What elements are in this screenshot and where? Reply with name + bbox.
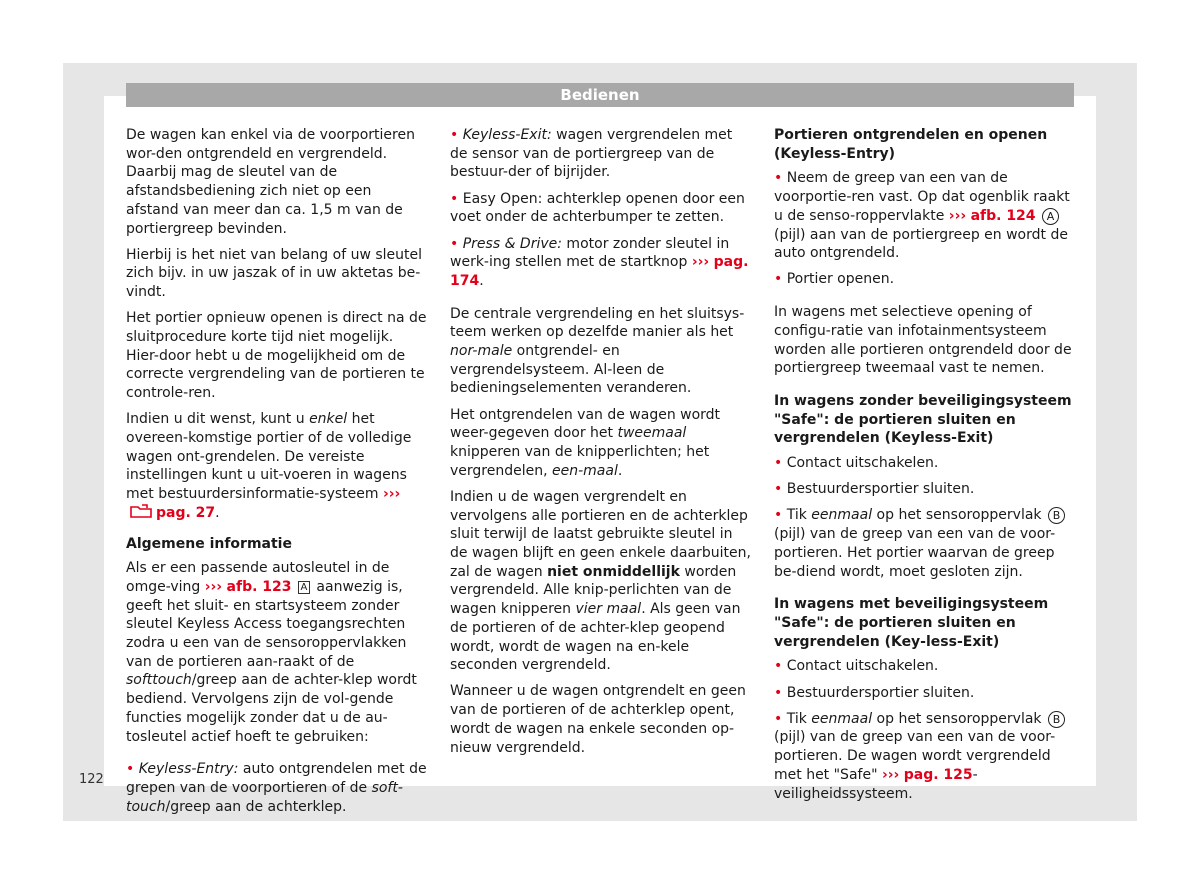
paragraph: De wagen kan enkel via de voorportieren wor-den ontgrendeld en vergrendeld. Daarbij mag de sleutel van de afstandsbediening zich niet op een afstand van meer dan ca. 1,5 m van de portiergreep bevinden. [126,127,415,237]
text: Het ontgrendelen van de wagen wordt weer-gegeven door het [450,406,721,442]
text: op het sensoroppervlak [872,507,1042,524]
text: (pijl) aan van de portiergreep en wordt de auto ontgrendeld. [774,226,1068,262]
text: op het sensoroppervlak [872,710,1042,727]
emphasis: eenmaal [811,507,873,524]
bullet-item [774,657,1074,676]
bullet-icon: • [450,190,459,207]
marker-circle: A [1042,208,1059,225]
emphasis: enkel [309,411,348,428]
emphasis: eenmaal [811,710,873,727]
text: het overeen-komstige portier of de volledige wagen ont-grendelen. De vereiste instellingen kunt u uit-voeren in wagens met bestuurdersinformatie-systeem [126,411,412,503]
subheading: In wagens met beveiligingsysteem "Safe": de portieren sluiten en vergrendelen (Key-less-Exit) [774,596,1049,650]
bullet-item [774,454,1074,473]
text: motor zonder sleutel in werk-ing stellen met de startknop [450,235,730,271]
text: Portier openen. [786,271,895,288]
bullet-icon: • [774,684,783,701]
subheading: In wagens zonder beveiligingsysteem "Safe": de portieren sluiten en vergrendelen (Keyless-Exit) [774,392,1072,447]
figure-badge: A [298,581,310,594]
text: Contact uitschakelen. [786,455,939,472]
bullet-icon: • [450,127,459,143]
text: Bestuurdersportier sluiten. [786,481,975,498]
paragraph: Het portier opnieuw openen is direct na de sluitprocedure korte tijd niet mogelijk. Hier-door hebt u de mogelijkheid om de correcte vergrendeling van de portieren te controle-ren. [126,310,427,402]
text: Contact uitschakelen. [786,658,939,675]
marker-circle: B [1048,507,1065,524]
bullet-icon: • [450,235,459,252]
text: aanwezig is, geeft het sluit- en startsysteem zonder sleutel Keyless Access toegangsrechten zodra u een van de sensoroppervlakken van de portieren aan-raakt of de [126,578,407,670]
text: De centrale vergrendeling en het sluitsys-teem werken op dezelfde manier als het [450,305,745,341]
ref-arrow: ››› [881,766,900,783]
ref-arrow: ››› [382,486,401,503]
paragraph [126,559,428,746]
bullet-item [774,684,1074,703]
text: -veiligheidssysteem. [774,766,978,802]
bullet-item [774,480,1074,499]
page-link[interactable]: pag. 174 [450,254,749,289]
text: wagen vergrendelen met de sensor van de portiergreep van de bestuur-der of bijrijder. [450,127,733,181]
strong-text: niet onmiddellijk [547,563,680,580]
text: Easy Open: achterklep openen door een voet onder de achterbumper te zetten. [450,190,745,226]
page-number: 122 [79,772,104,787]
text: Indien u dit wenst, kunt u [126,411,310,428]
figure-link[interactable]: afb. 123 [226,578,292,595]
text: auto ontgrendelen met de grepen van de voorportieren of de [126,761,427,796]
text: . [215,504,220,521]
text: /greep aan de achter-klep wordt bediend. Vervolgens zijn de vol-gende functies mogelijk zonder dat u de au-tosleutel actief hoeft te gebruiken: [126,672,417,745]
figure-link[interactable]: afb. 124 [970,207,1036,224]
bullet-icon: • [774,507,783,524]
paragraph: Wanneer u de wagen ontgrendelt en geen van de portieren of de achterklep opent, wordt de wagen na enkele seconden op-nieuw vergrendeld. [450,683,746,756]
emphasis: een-maal [552,462,618,479]
emphasis: nor-male [450,343,513,360]
bullet-icon: • [774,658,783,675]
section-header: Bedienen [126,83,1074,107]
text: Indien u de wagen vergrendelt en vervolgens alle portieren en de achterklep sluit terwijl de laatst gebruikte sleutel in de wagen blijft en geen enkele daarbuiten, zal de wagen [450,488,751,580]
text: (pijl) van de greep van een van de voor-portieren. De wagen wordt vergrendeld met het "Safe" [774,729,1056,783]
page-link[interactable]: pag. 27 [156,504,216,521]
subheading: Algemene informatie [126,535,292,552]
marker-circle: B [1048,711,1065,728]
text: worden vergrendeld. Alle knip-perlichten van de wagen knipperen [450,563,737,618]
text: Als er een passende autosleutel in de omge-ving [126,560,390,595]
ref-arrow: ››› [204,578,223,595]
bullet-icon: • [774,170,783,187]
bullet-item [774,169,1074,263]
text: . [479,272,484,289]
emphasis: softtouch [126,672,192,689]
ref-arrow: ››› [691,254,710,271]
page-link[interactable]: pag. 125 [903,766,973,783]
emphasis: soft-touch [126,780,403,815]
emphasis: Press & Drive: [462,235,562,252]
bullet-item [774,710,1074,804]
bullet-icon: • [126,761,135,778]
emphasis: vier maal [575,601,642,618]
ref-arrow: ››› [948,207,967,224]
column-left [126,126,428,824]
text: /greep aan de achterklep. [165,798,347,815]
text: Tik [786,710,812,727]
bullet-icon: • [774,710,783,727]
paragraph: Hierbij is het niet van belang of uw sleutel zich bijv. in uw jaszak of in uw aktetas be-vindt. [126,246,423,301]
paragraph [450,406,752,481]
bullet-item [774,506,1074,581]
paragraph [126,410,428,522]
bullet-icon: • [774,455,783,472]
text: ontgrendel- en vergrendelsysteem. Al-leen de bedieningselementen veranderen. [450,343,692,397]
book-reference-icon [129,504,153,518]
text: knipperen van de knipperlichten; het vergrendelen, [450,444,710,479]
bullet-item [450,126,752,182]
text: Neem de greep van een van de voorportie-ren vast. Op dat ogenblik raakt u de senso-roppervlakte [774,170,1070,224]
paragraph: In wagens met selectieve opening of configu-ratie van infotainmentsysteem worden alle portieren ontgrendeld door de portiergreep tweemaal vast te nemen. [774,304,1072,377]
paragraph [450,305,752,399]
emphasis: tweemaal [617,425,687,442]
emphasis: Keyless-Entry: [138,761,239,778]
text: Bestuurdersportier sluiten. [786,684,975,701]
subheading: Portieren ontgrendelen en openen (Keyless-Entry) [774,127,1048,162]
bullet-item [450,190,752,227]
bullet-icon: • [774,271,783,288]
column-middle [450,126,752,765]
bullet-icon: • [774,481,783,498]
column-right [774,126,1074,811]
bullet-item [774,270,1074,289]
emphasis: Keyless-Exit: [462,127,552,143]
text: (pijl) van de greep van een van de voor-portieren. Het portier waarvan de greep be-diend wordt, moet gesloten zijn. [774,526,1056,580]
bullet-item [126,760,428,816]
text: . [617,462,623,479]
text: Tik [786,507,812,524]
text: . Als geen van de portieren of de achter-klep geopend wordt, wordt de wagen na en-kele seconden vergrendeld. [450,601,741,674]
paragraph [450,488,752,675]
bullet-item [450,235,752,291]
